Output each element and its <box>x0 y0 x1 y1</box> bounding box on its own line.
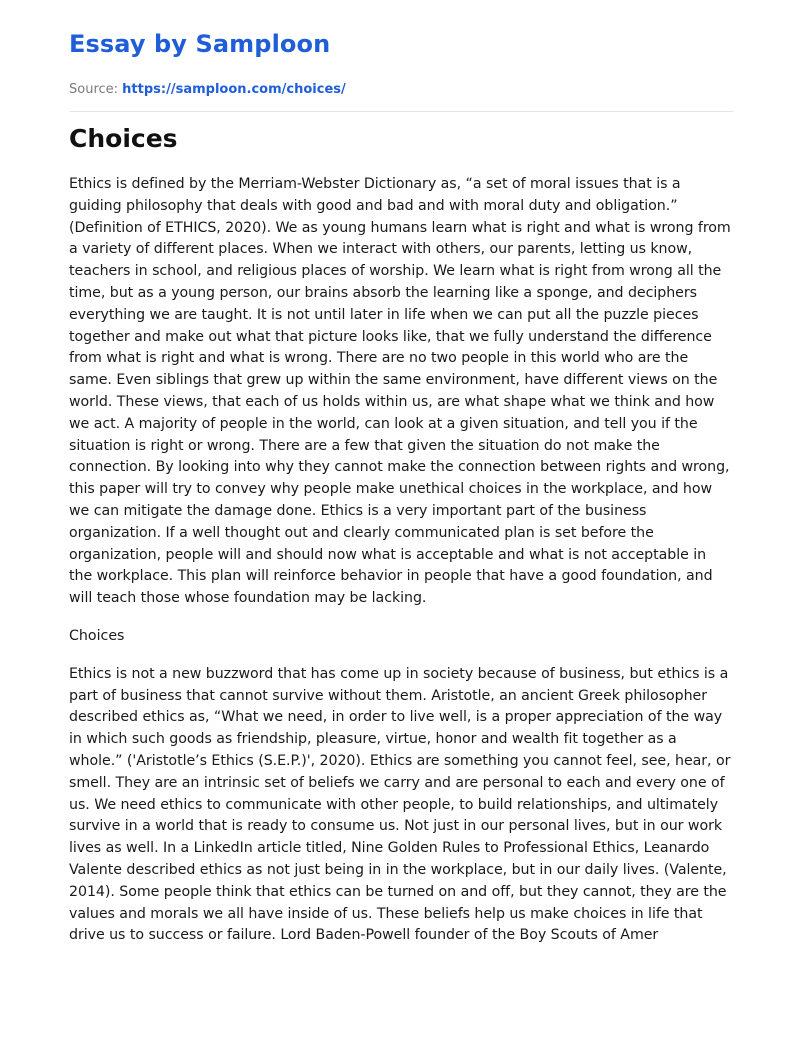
essay-page <box>69 0 733 947</box>
source-label: Source: <box>69 82 123 97</box>
section-heading: Choices <box>69 627 125 644</box>
source-line <box>69 81 733 99</box>
essay-title: Choices <box>69 124 178 153</box>
header-divider <box>69 111 733 112</box>
site-brand[interactable]: Essay by Samploon <box>69 30 331 58</box>
paragraph-body: Ethics is not a new buzzword that has come up in society because of business, but ethics is a part of business that cannot survive without them. Aristotle, an ancient Greek philosopher described ethics as, “What we need, in order to live well, is a proper appreciation of the way in which such goods as friendship, pleasure, virtue, honor and wealth fit together as a whole.” ('Aristotle’s Ethics (S.E.P.)', 2020). Ethics are something you cannot feel, see, hear, or smell. They are an intrinsic set of beliefs we carry and are personal to each and every one of us. We need ethics to communicate with other people, to build relationships, and ultimately survive in a world that is ready to consume us. Not just in our personal lives, but in our work lives as well. In a LinkedIn article titled, Nine Golden Rules to Professional Ethics, Leanardo Valente described ethics as not just being in in the workplace, but in our daily lives. (Valente, 2014). Some people think that ethics can be turned on and off, but they cannot, they are the values and morals we all have inside of us. These beliefs help us make choices in life that drive us to success or failure. Lord Baden-Powell founder of the Boy Scouts of Amer <box>69 665 731 944</box>
source-link[interactable]: https://samploon.com/choices/ <box>122 82 346 97</box>
paragraph-intro: Ethics is defined by the Merriam-Webster Dictionary as, “a set of moral issues that is a guiding philosophy that deals with good and bad and with moral duty and obligation.” (Definition of ETHICS, 2020). We as young humans learn what is right and what is wrong from a variety of different places. When we interact with others, our parents, letting us know, teachers in school, and religious places of worship. We learn what is right from wrong all the time, but as a young person, our brains absorb the learning like a sponge, and deciphers everything we are taught. It is not until later in life when we can put all the puzzle pieces together and make out what that picture looks like, that we fully understand the difference from what is right and what is wrong. There are no two people in this world who are the same. Even siblings that grew up within the same environment, have different views on the world. These views, that each of us holds within us, are what shape what we think and how we act. A majority of people in the world, can look at a given situation, and tell you if the situation is right or wrong. There are a few that given the situation do not make the connection. By looking into why they cannot make the connection between rights and wrong, this paper will try to convey why people make unethical choices in the workplace, and how we can mitigate the damage done. Ethics is a very important part of the business organization. If a well thought out and clearly communicated plan is set before the organization, people will and should now what is acceptable and what is not acceptable in the workplace. This plan will reinforce behavior in people that have a good foundation, and will teach those whose foundation may be lacking. <box>69 176 731 607</box>
